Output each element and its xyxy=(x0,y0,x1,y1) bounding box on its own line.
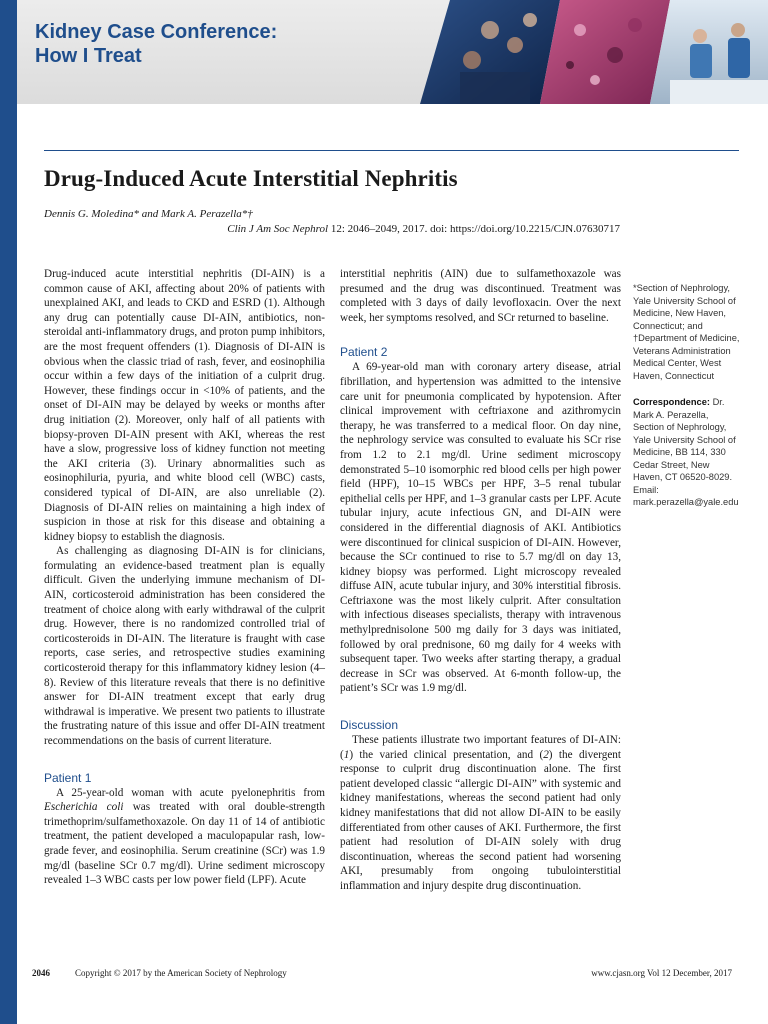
section-heading-discussion: Discussion xyxy=(340,718,399,733)
section-heading-patient-1: Patient 1 xyxy=(44,770,92,785)
discussion-text-a: These patients illustrate two important features of DI-AIN: ( xyxy=(340,734,621,761)
journal-banner xyxy=(17,0,768,104)
body-column-right xyxy=(340,267,621,894)
patient-1-text-a: A 25-year-old woman with acute pyelonephritis from xyxy=(56,786,325,799)
section-heading-patient-2: Patient 2 xyxy=(340,345,388,360)
copyright-notice: Copyright © 2017 by the American Society of Nephrology xyxy=(75,968,287,978)
left-accent-bar xyxy=(0,0,17,1024)
correspondence-block xyxy=(633,396,741,509)
article-title: Drug-Induced Acute Interstitial Nephritis xyxy=(44,166,458,191)
intro-paragraph-2: As challenging as diagnosing DI-AIN is for clinicians, formulating an evidence-based treatment plan is equally difficult. Given the underlying immune mechanism of DI-AIN, corticosteroid administration has been considered the treatment of choice along with early withdrawal of the culprit drug. However, there is no randomized controlled trial of corticosteroids in DI-AIN. The literature is fraught with case reports, case series, and retrospective studies examining corticosteroid therapy for this inflammatory kidney lesion (4–8). Review of this literature reveals that there is no definitive answer for DI-AIN treatment except that early drug withdrawal is imperative. We present two patients to illustrate the frustrating nature of this issue and offer DI-AIN treatment recommendations on the basis of current literature. xyxy=(44,545,325,747)
discussion-paragraph xyxy=(340,733,621,894)
discussion-item-1-marker: 1 xyxy=(343,748,350,761)
banner-photo-collage xyxy=(420,0,768,104)
discussion-text-c: ) the divergent response to culprit drug discontinuation alone. The first patient developed classic “allergic DI-AIN” with systemic and kidney manifestations, whereas the second patient had only kidney manifestations that did not allow DI-AIN to be easily differentiated from other causes of AKI. Furthermore, the first patient had resolution of DI-AIN solely with drug discontinuation, whereas the second patient had worsening AKI, presumably from ongoing tubulointerstitial inflammation and injury despite drug discontinuation. xyxy=(340,748,621,892)
citation-line xyxy=(44,223,620,235)
body-column-left xyxy=(44,267,325,888)
series-title xyxy=(35,20,277,68)
discussion-text-b: ) the varied clinical presentation, and ( xyxy=(349,748,544,761)
journal-issue-info: www.cjasn.org Vol 12 December, 2017 xyxy=(591,968,732,978)
patient-1-text-b: was treated with oral double-strength trimethoprim/sulfamethoxazole. On day 11 of 14 of antibiotic treatment, the patient developed a maculopapular rash, low-grade fever, and eosinophilia. Serum creatinine (SCr) was 1.9 mg/dl (baseline SCr 0.7 mg/dl). Urine sediment microscopy revealed 1–3 WBC casts per low power field (LPF). Acute xyxy=(44,801,325,887)
patient-2-paragraph: A 69-year-old man with coronary artery disease, atrial fibrillation, and hypertension was admitted to the intensive care unit for pneumonia complicated by hypotension. After clinical improvement with ceftriaxone and azithromycin therapy, he was transferred to a medical floor. On day nine, the nephrology service was consulted to evaluate his SCr rise from 1.2 to 2.1 mg/dl. Urine sediment microscopy demonstrated 5–10 isomorphic red blood cells per high power field (HPF), 10–15 WBCs per HPF, 3–5 renal tubular epithelial cells per HPF, and 1–3 granular casts per LPF. Acute tubular injury, acute infectious GN, and DI-AIN were considered in the differential diagnosis of AKI. Antibiotics were discontinued for clinical suspicion of DI-AIN. However, because the SCr continued to rise to 5.7 mg/dl on day 13, kidney biopsy was performed. Light microscopy revealed diffuse AIN, acute tubular injury, and 30% interstitial fibrosis. Ceftriaxone was the most likely culprit. After consultation with infectious diseases specialists, therapy with intravenous methylprednisolone 500 mg daily for 3 days was initiated, followed by oral prednisone, 60 mg daily for 4 weeks with subsequent taper. Two weeks after starting therapy, a gradual decrease in SCr was observed. At 6-month follow-up, the patient’s SCr was 1.9 mg/dl. xyxy=(340,361,621,695)
page-number: 2046 xyxy=(32,968,50,978)
intro-paragraph-1: Drug-induced acute interstitial nephritis (DI-AIN) is a common cause of AKI, affecting about 20% of patients with unexplained AKI, and leads to CKD and ESRD (1). Although any drug can potentially cause DI-AIN, antibiotics, non-steroidal anti-inflammatory drugs, and proton pump inhibitors, are the most frequent offenders (1). Diagnosis of DI-AIN is obvious when the classic triad of rash, fever, and eosinophilia occur within a few days of the initiation of a culprit drug. However, these findings occur in <10% of patients, and the onset of DI-AIN may be delayed by weeks or months after drug initiation (2). Moreover, only half of all patients with biopsy-proven DI-AIN present with AKI, whereas the rest have a slow, progressive loss of kidney function not meeting the AKI criteria (3). Urinary abnormalities such as eosinophiluria, pyuria, and white blood cell (WBC) casts, considered typical of DI-AIN, are also unreliable (2). Diagnosis of DI-AIN relies on maintaining a high index of suspicion in those at risk for this disease and obtaining a kidney biopsy to establish the diagnosis. xyxy=(44,268,325,543)
discussion-item-2-marker: 2 xyxy=(543,748,549,761)
patient-1-continued: interstitial nephritis (AIN) due to sulfamethoxazole was presumed and the drug was discontinued. Treatment was completed with 3 days of daily levofloxacin. Over the next week, her symptoms resolved, and SCr returned to baseline. xyxy=(340,268,621,324)
series-title-line-1: Kidney Case Conference: xyxy=(35,21,278,43)
sidebar-notes xyxy=(633,282,741,523)
author-list: Dennis G. Moledina* and Mark A. Perazella*† xyxy=(44,208,253,220)
organism-name: Escherichia coli xyxy=(44,801,124,814)
correspondence-label: Correspondence: xyxy=(633,397,710,407)
journal-name: Clin J Am Soc Nephrol xyxy=(227,223,329,235)
series-title-line-2: How I Treat xyxy=(35,45,142,67)
patient-1-paragraph xyxy=(44,786,325,888)
correspondence-text: Dr. Mark A. Perazella, Section of Nephrology, Yale University School of Medicine, BB 114, 330 Cedar Street, New Haven, CT 06520-8029. Email: mark.perazella@yale.edu xyxy=(633,397,739,507)
citation-details: 12: 2046–2049, 2017. doi: https://doi.org/10.2215/CJN.07630717 xyxy=(328,223,620,235)
title-divider xyxy=(44,150,739,151)
author-affiliations: *Section of Nephrology, Yale University School of Medicine, New Haven, Connecticut; and †Department of Medicine, Veterans Administration Medical Center, West Haven, Connecticut xyxy=(633,283,740,381)
